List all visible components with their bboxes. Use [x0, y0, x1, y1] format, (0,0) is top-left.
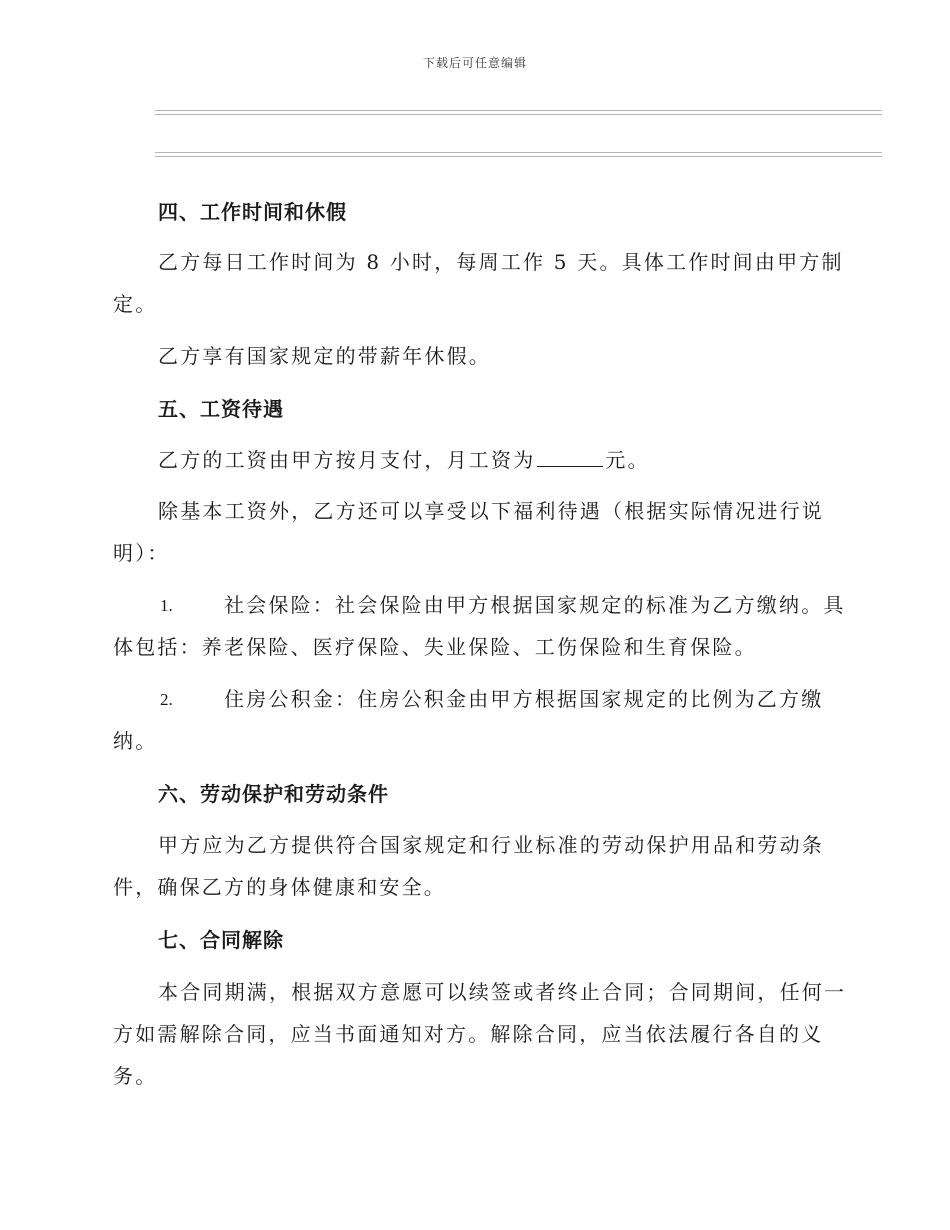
paragraph-line: 甲方应为乙方提供符合国家规定和行业标准的劳动保护用品和劳动条 [158, 833, 824, 857]
header-divider-top [155, 110, 882, 115]
salary-text-before: 乙方的工资由甲方按月支付，月工资为 [158, 448, 536, 472]
list-number: 1. [160, 596, 173, 615]
header-note: 下载后可任意编辑 [422, 56, 527, 70]
header-divider-bottom [155, 152, 882, 157]
list-number: 2. [160, 690, 173, 709]
section-heading-labor-protection: 六、劳动保护和劳动条件 [158, 782, 389, 806]
section-heading-salary: 五、工资待遇 [158, 397, 284, 421]
salary-paragraph [158, 439, 888, 481]
paragraph-line: 乙方享有国家规定的带薪年休假。 [158, 344, 491, 368]
paragraph-line: 件，确保乙方的身体健康和安全。 [113, 875, 446, 899]
paragraph-line: 除基本工资外，乙方还可以享受以下福利待遇（根据实际情况进行说 [158, 499, 824, 523]
section-heading-work-hours: 四、工作时间和休假 [158, 200, 347, 224]
salary-blank [537, 446, 603, 467]
paragraph-line: 务。 [113, 1064, 158, 1088]
paragraph-line: 乙方每日工作时间为 8 小时，每周工作 5 天。具体工作时间由甲方制 [158, 250, 844, 274]
list-item-line: 住房公积金：住房公积金由甲方根据国家规定的比例为乙方缴 [224, 687, 824, 711]
section-heading-termination: 七、合同解除 [158, 928, 284, 952]
paragraph-line: 明）： [113, 541, 170, 565]
paragraph-line: 本合同期满，根据双方意愿可以续签或者终止合同；合同期间，任何一 [158, 980, 847, 1004]
list-item-line: 纳。 [113, 729, 158, 753]
paragraph-line: 定。 [113, 292, 158, 316]
paragraph-line: 方如需解除合同，应当书面通知对方。解除合同，应当依法履行各自的义 [113, 1022, 824, 1046]
list-item-line: 社会保险：社会保险由甲方根据国家规定的标准为乙方缴纳。具 [224, 593, 846, 617]
salary-text-after: 元。 [605, 448, 650, 472]
list-item-line: 体包括：养老保险、医疗保险、失业保险、工伤保险和生育保险。 [113, 635, 757, 659]
